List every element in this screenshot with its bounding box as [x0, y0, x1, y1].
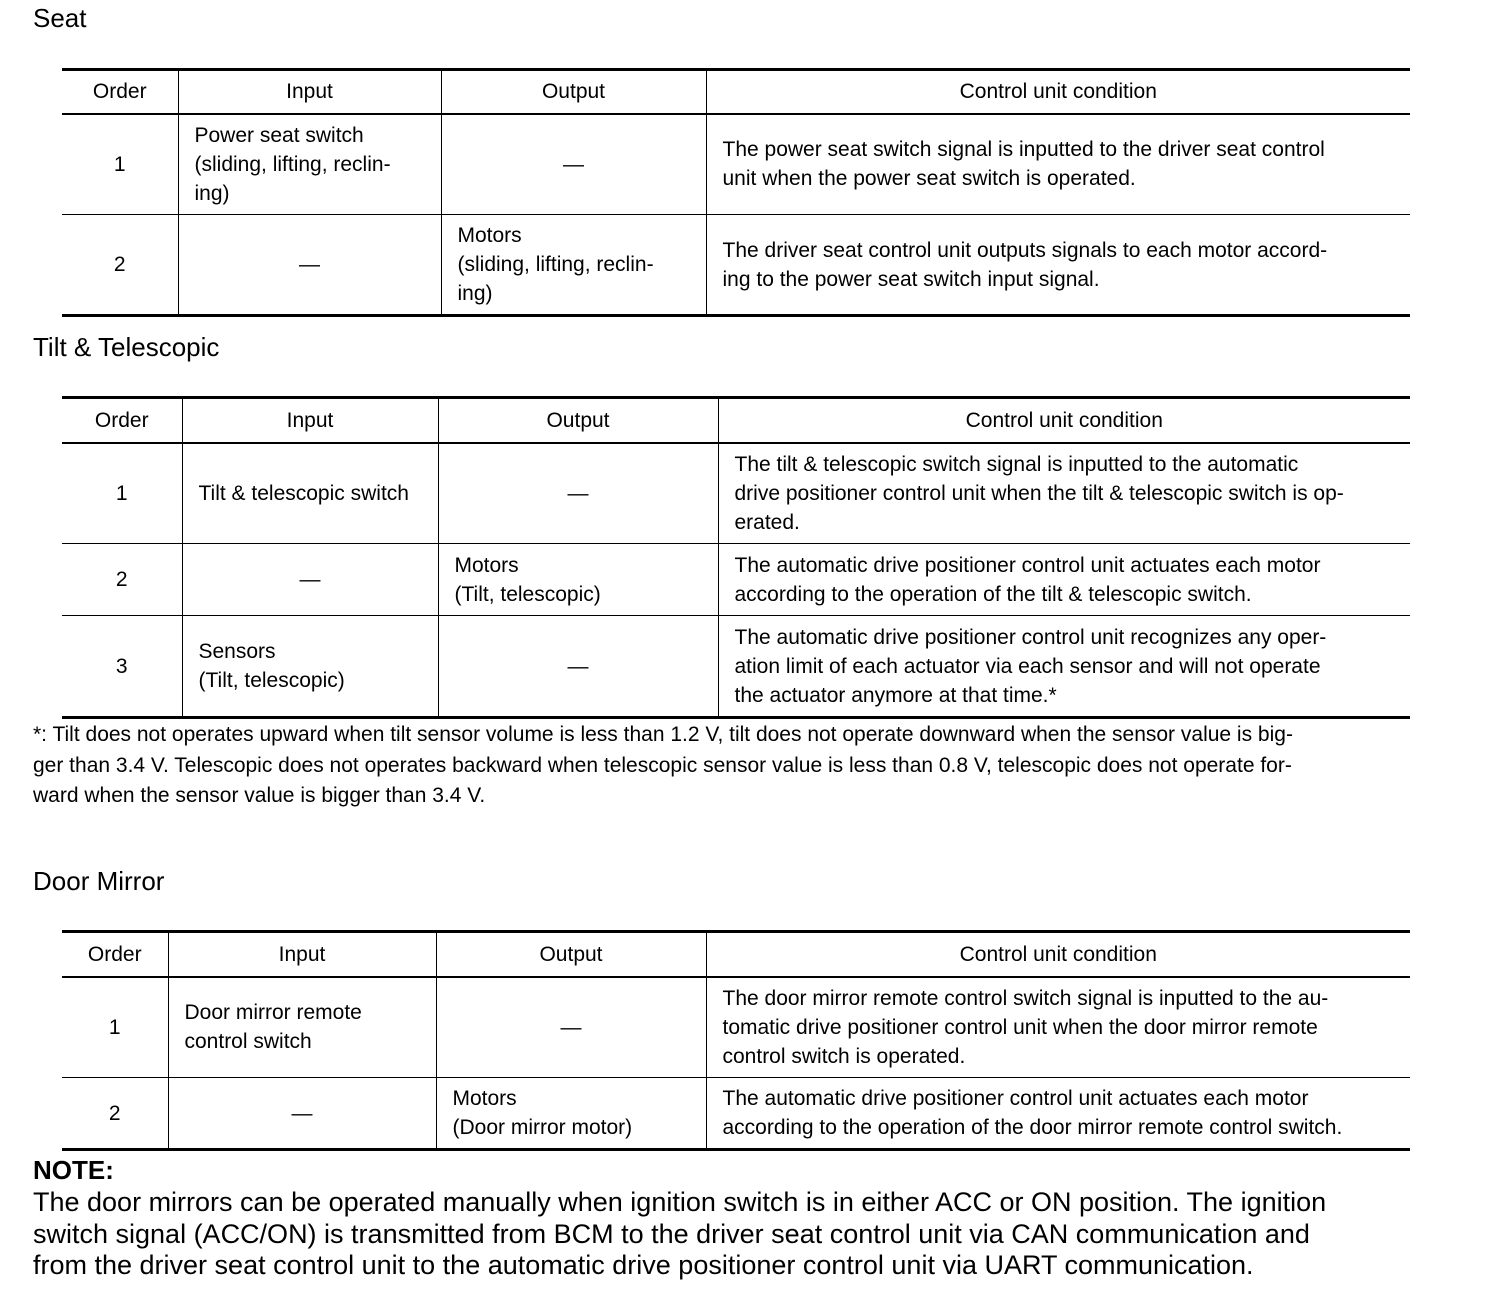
- table-header-row: [62, 932, 1410, 977]
- input-line: ing): [194, 181, 230, 205]
- input-line: Power seat switch: [194, 123, 364, 147]
- order-cell: 1: [113, 152, 126, 176]
- column-header-input: Input: [168, 932, 436, 977]
- table-header-row: [62, 70, 1410, 114]
- table-row: [62, 443, 1410, 544]
- order-cell: 1: [108, 1015, 121, 1039]
- table-header-row: [62, 398, 1410, 443]
- input-cell: [168, 977, 436, 1078]
- condition-cell: [718, 443, 1410, 544]
- door-mirror-table: [62, 930, 1410, 1151]
- condition-line: ation limit of each actuator via each sensor and will not operate: [734, 654, 1321, 678]
- output-cell: —: [436, 977, 706, 1078]
- input-cell: [178, 114, 441, 215]
- input-cell: —: [182, 544, 438, 616]
- column-header-output: Output: [441, 70, 706, 114]
- output-line: (Door mirror motor): [452, 1116, 633, 1139]
- condition-line: The automatic drive positioner control unit recognizes any oper-: [734, 625, 1327, 649]
- output-cell: [436, 1078, 706, 1150]
- output-line: Motors: [454, 553, 519, 577]
- input-line: Sensors: [198, 640, 276, 663]
- condition-line: The tilt & telescopic switch signal is inputted to the automatic: [734, 452, 1299, 476]
- output-line: Motors: [452, 1087, 517, 1110]
- condition-line: The automatic drive positioner control unit actuates each motor: [734, 553, 1321, 577]
- note-line: switch signal (ACC/ON) is transmitted from BCM to the driver seat control unit via CAN communication and: [33, 1218, 1310, 1249]
- input-line: control switch: [184, 1030, 312, 1054]
- output-cell: [441, 215, 706, 316]
- footnote: [33, 720, 1443, 812]
- input-cell: —: [168, 1078, 436, 1150]
- table-row: [62, 114, 1410, 215]
- table-row: [62, 616, 1410, 718]
- column-header-output: Output: [438, 398, 718, 443]
- order-cell: 2: [113, 253, 126, 276]
- condition-line: unit when the power seat switch is operated.: [722, 167, 1136, 191]
- condition-line: according to the operation of the tilt & telescopic switch.: [734, 582, 1252, 606]
- output-line: Motors: [457, 224, 522, 247]
- condition-line: The driver seat control unit outputs signals to each motor accord-: [722, 238, 1328, 262]
- output-cell: [438, 544, 718, 616]
- condition-cell: [706, 977, 1410, 1078]
- input-cell: [182, 616, 438, 718]
- tilt-telescopic-table: [62, 396, 1410, 719]
- column-header-input: Input: [178, 70, 441, 114]
- note-line: from the driver seat control unit to the automatic drive positioner control unit via UART communication.: [33, 1250, 1254, 1280]
- footnote-line: *: Tilt does not operates upward when tilt sensor volume is less than 1.2 V, tilt does not operate downward when the sensor value is big-: [33, 723, 1293, 746]
- output-cell: —: [438, 616, 718, 718]
- output-cell: —: [438, 443, 718, 544]
- condition-cell: [706, 215, 1410, 316]
- condition-line: ing to the power seat switch input signal.: [722, 267, 1100, 291]
- section-title-seat: Seat: [33, 3, 87, 33]
- column-header-condition: Control unit condition: [706, 932, 1410, 977]
- note-text: [33, 1187, 1439, 1282]
- order-cell: 2: [115, 568, 128, 591]
- order-cell: 3: [115, 654, 128, 678]
- condition-line: drive positioner control unit when the tilt & telescopic switch is op-: [734, 481, 1344, 505]
- condition-cell: [718, 544, 1410, 616]
- condition-cell: [706, 1078, 1410, 1150]
- output-cell: —: [441, 114, 706, 215]
- note-line: The door mirrors can be operated manually when ignition switch is in either ACC or ON position. The ignition: [33, 1187, 1327, 1217]
- column-header-output: Output: [436, 932, 706, 977]
- table-row: [62, 215, 1410, 316]
- output-line: (sliding, lifting, reclin-: [457, 253, 654, 276]
- condition-line: erated.: [734, 510, 800, 534]
- footnote-line: ward when the sensor value is bigger than 3.4 V.: [33, 784, 486, 807]
- order-cell: 2: [108, 1101, 121, 1125]
- column-header-condition: Control unit condition: [718, 398, 1410, 443]
- table-row: [62, 1078, 1410, 1150]
- note-label: NOTE:: [33, 1155, 114, 1185]
- seat-table: [62, 68, 1410, 317]
- column-header-order: Order: [87, 942, 142, 966]
- condition-line: The power seat switch signal is inputted to the driver seat control: [722, 138, 1325, 162]
- section-title-door-mirror: Door Mirror: [33, 866, 165, 896]
- condition-line: The automatic drive positioner control unit actuates each motor: [722, 1087, 1309, 1110]
- table-row: [62, 977, 1410, 1078]
- condition-line: the actuator anymore at that time.*: [734, 683, 1057, 707]
- input-line: Door mirror remote: [184, 1001, 362, 1025]
- column-header-order: Order: [94, 408, 149, 432]
- input-cell: —: [178, 215, 441, 316]
- condition-cell: [718, 616, 1410, 718]
- output-line: ing): [457, 282, 493, 305]
- order-cell: 1: [115, 481, 128, 505]
- column-header-order: Order: [92, 80, 147, 104]
- column-header-input: Input: [182, 398, 438, 443]
- output-line: (Tilt, telescopic): [454, 582, 601, 606]
- input-line: (sliding, lifting, reclin-: [194, 152, 391, 176]
- column-header-condition: Control unit condition: [706, 70, 1410, 114]
- footnote-line: ger than 3.4 V. Telescopic does not operates backward when telescopic sensor value is less than 0.8 V, telescopic does not operate for-: [33, 753, 1292, 777]
- condition-line: tomatic drive positioner control unit when the door mirror remote: [722, 1015, 1318, 1039]
- input-cell: Tilt & telescopic switch: [182, 443, 438, 544]
- condition-line: according to the operation of the door mirror remote control switch.: [722, 1116, 1343, 1139]
- condition-line: control switch is operated.: [722, 1044, 966, 1068]
- condition-line: The door mirror remote control switch signal is inputted to the au-: [722, 986, 1329, 1010]
- table-row: [62, 544, 1410, 616]
- input-line: (Tilt, telescopic): [198, 669, 345, 692]
- section-title-tilt-telescopic: Tilt & Telescopic: [33, 332, 220, 362]
- condition-cell: [706, 114, 1410, 215]
